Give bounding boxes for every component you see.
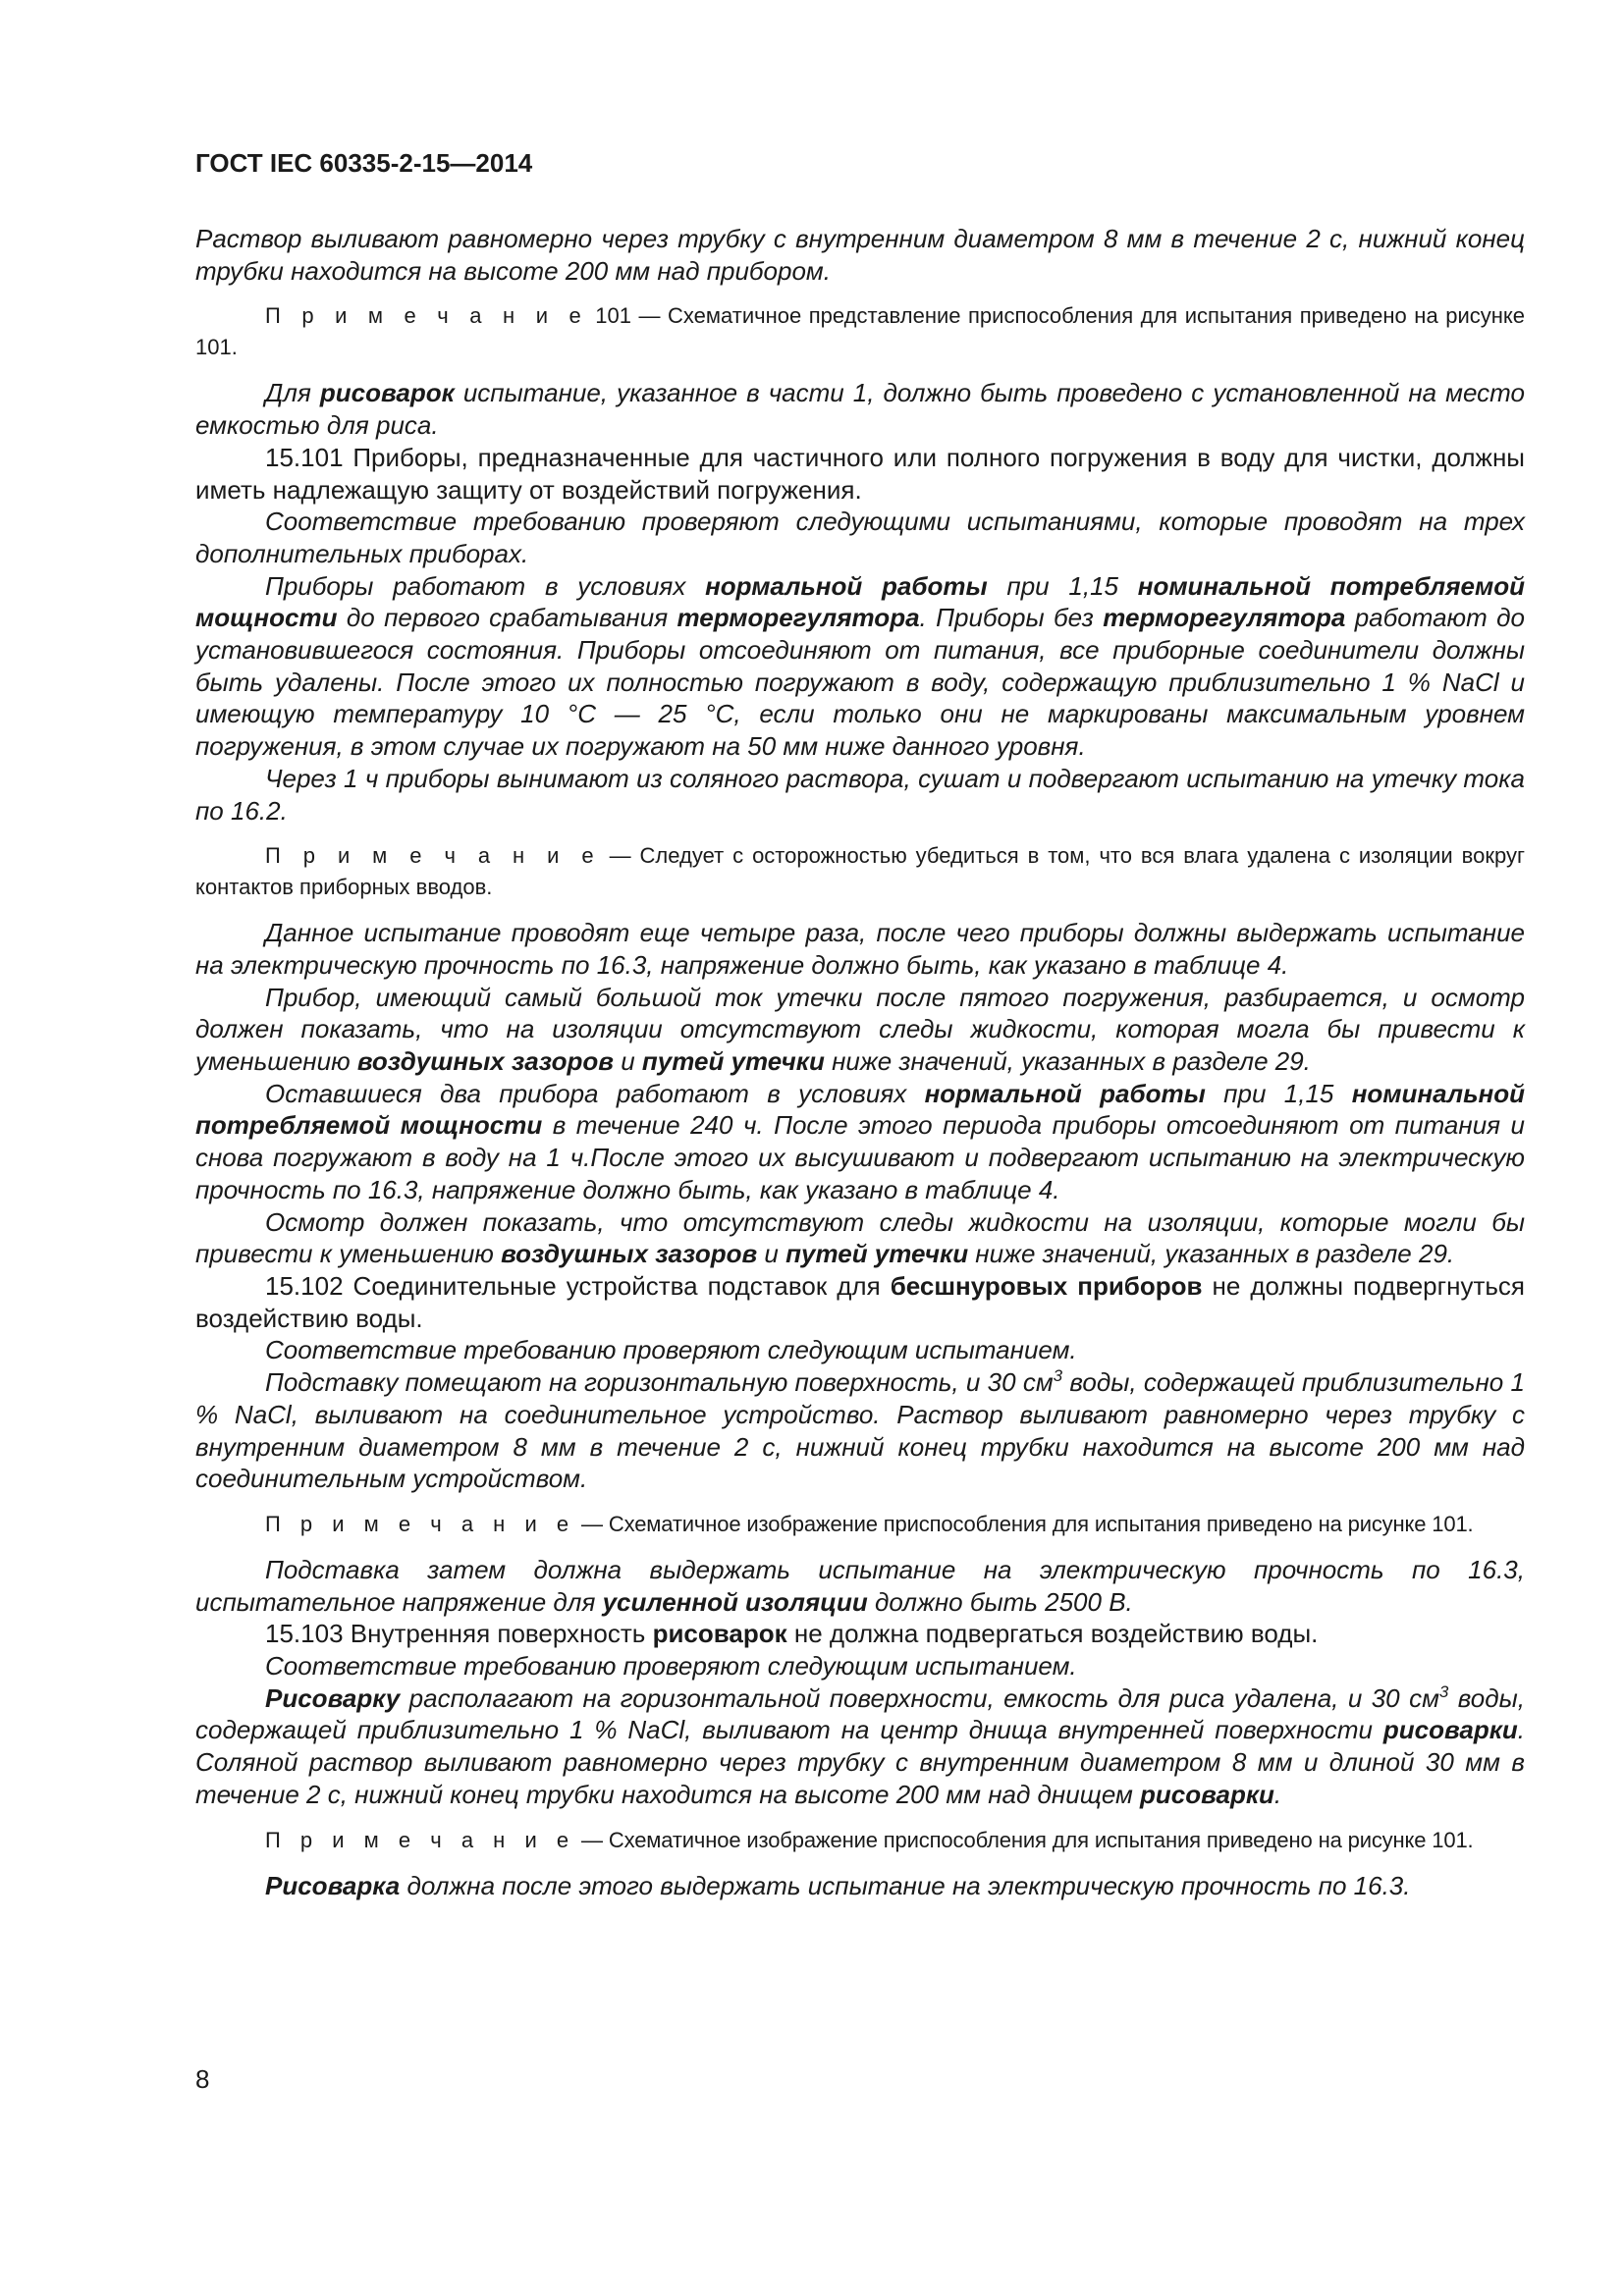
defined-term: рисоварок bbox=[319, 378, 455, 408]
paragraph: Осмотр должен показать, что отсутствуют следы жидкости на изоляции, которые могли бы привести к уменьшению воздушных зазоров и путей утечки ниже значений, указанных в разделе 29. bbox=[195, 1206, 1525, 1269]
note-label: П р и м е ч а н и е bbox=[265, 843, 601, 869]
paragraph: Для рисоварок испытание, указанное в части 1, должно быть проведено с установленной на место емкостью для риса. bbox=[195, 378, 1526, 441]
defined-term: рисоварок bbox=[652, 1619, 787, 1649]
defined-term: бесшнуровых приборов bbox=[890, 1270, 1203, 1301]
defined-term: Рисоварку bbox=[265, 1682, 401, 1713]
note bbox=[195, 1509, 1525, 1540]
paragraph: Рисоварку располагают на горизонтальной поверхности, емкость для риса удалена, и 30 $см^3$ воды, содержащей приблизительно 1 % NaCl, выливают на центр днища внутренней поверхности рисоварки. Соляной раствор выливают равномерно через трубку с внутренним диаметром 8 мм и длиной 30 мм в течение 2 с, нижний конец трубки находится на высоте 200 мм над днищем рисоварки. bbox=[195, 1682, 1525, 1809]
note-text: — Схематичное изображение приспособления для испытания приведено на рисунке 101. bbox=[575, 1511, 1474, 1536]
note-label: П р и м е ч а н и е bbox=[265, 303, 588, 329]
note-text: 101 — Схематичное представление приспособления для испытания приведено на рисунке 101. bbox=[195, 303, 1525, 360]
defined-term: номинальной потребляемой мощности bbox=[195, 570, 1525, 633]
paragraph: Соответствие требованию проверяют следующими испытаниями, которые проводят на трех дополнительных приборах. bbox=[195, 507, 1525, 568]
clause-15-102: 15.102 Соединительные устройства подставок для бесшнуровых приборов не должны подвергнуться воздействию воды. bbox=[195, 1270, 1526, 1333]
defined-term: воздушных зазоров bbox=[501, 1239, 758, 1269]
paragraph: Соответствие требованию проверяют следующим испытанием. bbox=[265, 1651, 1077, 1682]
defined-term: терморегулятора bbox=[1103, 603, 1346, 633]
paragraph: Данное испытание проводят еще четыре раза, после чего приборы должны выдержать испытание на электрическую прочность по 16.3, напряжение должно быть, как указано в таблице 4. bbox=[195, 918, 1525, 980]
note bbox=[195, 1825, 1525, 1856]
defined-term: усиленной изоляции bbox=[602, 1586, 868, 1617]
note bbox=[195, 840, 1525, 903]
defined-term: номинальной потребляемой мощности bbox=[195, 1078, 1525, 1141]
paragraph: Через 1 ч приборы вынимают из соляного раствора, сушат и подвергают испытанию на утечку тока по 16.2. bbox=[195, 763, 1525, 826]
page-number: 8 bbox=[195, 2064, 210, 2094]
superscript: 3 bbox=[1053, 1366, 1063, 1386]
defined-term: нормальной работы bbox=[705, 570, 988, 601]
note-label: П р и м е ч а н и е bbox=[265, 1827, 576, 1852]
defined-term: терморегулятора bbox=[677, 603, 920, 633]
standard-header: ГОСТ IEC 60335-2-15—2014 bbox=[195, 148, 533, 178]
paragraph: Соответствие требованию проверяют следующим испытанием. bbox=[265, 1335, 1077, 1365]
defined-term: воздушных зазоров bbox=[356, 1046, 614, 1077]
paragraph: Раствор выливают равномерно через трубку с внутренним диаметром 8 мм в течение 2 с, нижний конец трубки находится на высоте 200 мм над прибором. bbox=[195, 224, 1525, 286]
paragraph: Рисоварка должна после этого выдержать испытание на электрическую прочность по 16.3. bbox=[265, 1870, 1411, 1900]
defined-term: нормальной работы bbox=[924, 1078, 1206, 1108]
defined-term: путей утечки bbox=[785, 1239, 969, 1269]
defined-term: рисоварки bbox=[1140, 1779, 1274, 1809]
paragraph: Приборы работают в условиях нормальной работы при 1,15 номинальной потребляемой мощности до первого срабатывания терморегулятора. Приборы без терморегулятора работают до установившегося состояния. Приборы отсоединяют от питания, все приборные соединители должны быть удалены. После этого их полностью погружают в воду, содержащую приблизительно 1 % NaCl и имеющую температуру 10 °С — 25 °С, если только они не маркированы максимальным уровнем погружения, в этом случае их погружают на 50 мм ниже данного уровня. bbox=[195, 570, 1525, 762]
paragraph: Подставка затем должна выдержать испытание на электрическую прочность по 16.3, испытательное напряжение для усиленной изоляции должно быть 2500 В. bbox=[195, 1554, 1525, 1617]
note-label: П р и м е ч а н и е bbox=[265, 1511, 576, 1536]
defined-term: Рисоварка bbox=[265, 1870, 401, 1900]
document-page bbox=[195, 147, 1525, 1901]
paragraph: Оставшиеся два прибора работают в условиях нормальной работы при 1,15 номинальной потребляемой мощности в течение 240 ч. После этого периода приборы отсоединяют от питания и снова погружают в воду на 1 ч.После этого их высушивают и подвергают испытанию на электрическую прочность по 16.3, напряжение должно быть, как указано в таблице 4. bbox=[195, 1078, 1526, 1204]
superscript: 3 bbox=[1438, 1682, 1449, 1701]
clause-15-103: 15.103 Внутренняя поверхность рисоварок не должна подвергаться воздействию воды. bbox=[265, 1619, 1319, 1649]
note bbox=[195, 300, 1525, 363]
paragraph: Подставку помещают на горизонтальную поверхность, и 30 $см^3$ воды, содержащей приблизительно 1 % NaCl, выливают на соединительное устройство. Раствор выливают равномерно через трубку с внутренним диаметром 8 мм в течение 2 с, нижний конец трубки находится на высоте 200 мм над соединительным устройством. bbox=[195, 1366, 1525, 1494]
clause-15-101: 15.101 Приборы, предназначенные для частичного или полного погружения в воду для чистки, должны иметь надлежащую защиту от воздействий погружения. bbox=[195, 442, 1525, 505]
note-text: — Следует с осторожностью убедиться в том, что вся влага удалена с изоляции вокруг контактов приборных вводов. bbox=[195, 843, 1525, 900]
paragraph: Прибор, имеющий самый большой ток утечки после пятого погружения, разбирается, и осмотр должен показать, что на изоляции отсутствуют следы жидкости, которая могла бы привести к уменьшению воздушных зазоров и путей утечки ниже значений, указанных в разделе 29. bbox=[195, 982, 1525, 1077]
defined-term: рисоварки bbox=[1382, 1715, 1518, 1745]
defined-term: путей утечки bbox=[641, 1046, 825, 1077]
note-text: — Схематичное изображение приспособления для испытания приведено на рисунке 101. bbox=[575, 1827, 1474, 1852]
